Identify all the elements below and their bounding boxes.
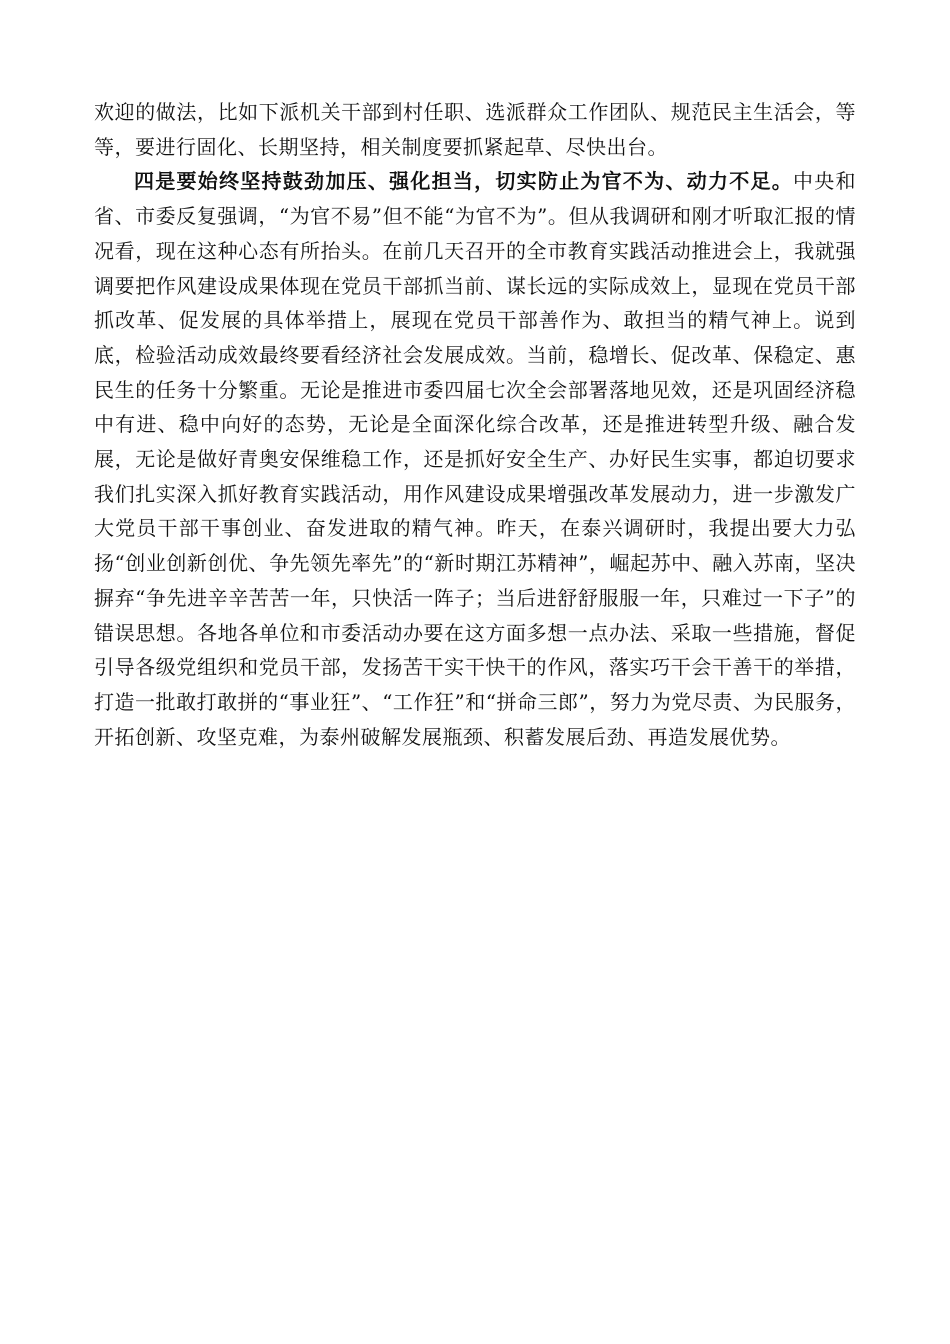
paragraph-continuation [94, 95, 856, 164]
paragraph-lead-heading: 四是要始终坚持鼓劲加压、强化担当，切实防止为官不为、动力不足。 [134, 169, 793, 194]
paragraph-point-four [94, 164, 856, 754]
paragraph-text: 欢迎的做法，比如下派机关干部到村任职、选派群众工作团队、规范民主生活会，等等，要进行固化、长期坚持，相关制度要抓紧起草、尽快出台。 [94, 100, 856, 159]
body-text [94, 95, 856, 754]
paragraph-text: 中央和省、市委反复强调，“为官不易”但不能“为官不为”。但从我调研和刚才听取汇报的情况看，现在这种心态有所抬头。在前几天召开的全市教育实践活动推进会上，我就强调要把作风建设成果体现在党员干部抓当前、谋长远的实际成效上，显现在党员干部抓改革、促发展的具体举措上，展现在党员干部善作为、敢担当的精气神上。说到底，检验活动成效最终要看经济社会发展成效。当前，稳增长、促改革、保稳定、惠民生的任务十分繁重。无论是推进市委四届七次全会部署落地见效，还是巩固经济稳中有进、稳中向好的态势，无论是全面深化综合改革，还是推进转型升级、融合发展，无论是做好青奥安保维稳工作，还是抓好安全生产、办好民生实事，都迫切要求我们扎实深入抓好教育实践活动，用作风建设成果增强改革发展动力，进一步激发广大党员干部干事创业、奋发进取的精气神。昨天，在泰兴调研时，我提出要大力弘扬“创业创新创优、争先领先率先”的“新时期江苏精神”，崛起苏中、融入苏南，坚决摒弃“争先进辛辛苦苦一年，只快活一阵子；当后进舒舒服服一年，只难过一下子”的错误思想。各地各单位和市委活动办要在这方面多想一点办法、采取一些措施，督促引导各级党组织和党员干部，发扬苦干实干快干的作风，落实巧干会干善干的举措，打造一批敢打敢拼的“事业狂”、“工作狂”和“拼命三郎”，努力为党尽责、为民服务，开拓创新、攻坚克难，为泰州破解发展瓶颈、积蓄发展后劲、再造发展优势。 [94, 169, 856, 749]
